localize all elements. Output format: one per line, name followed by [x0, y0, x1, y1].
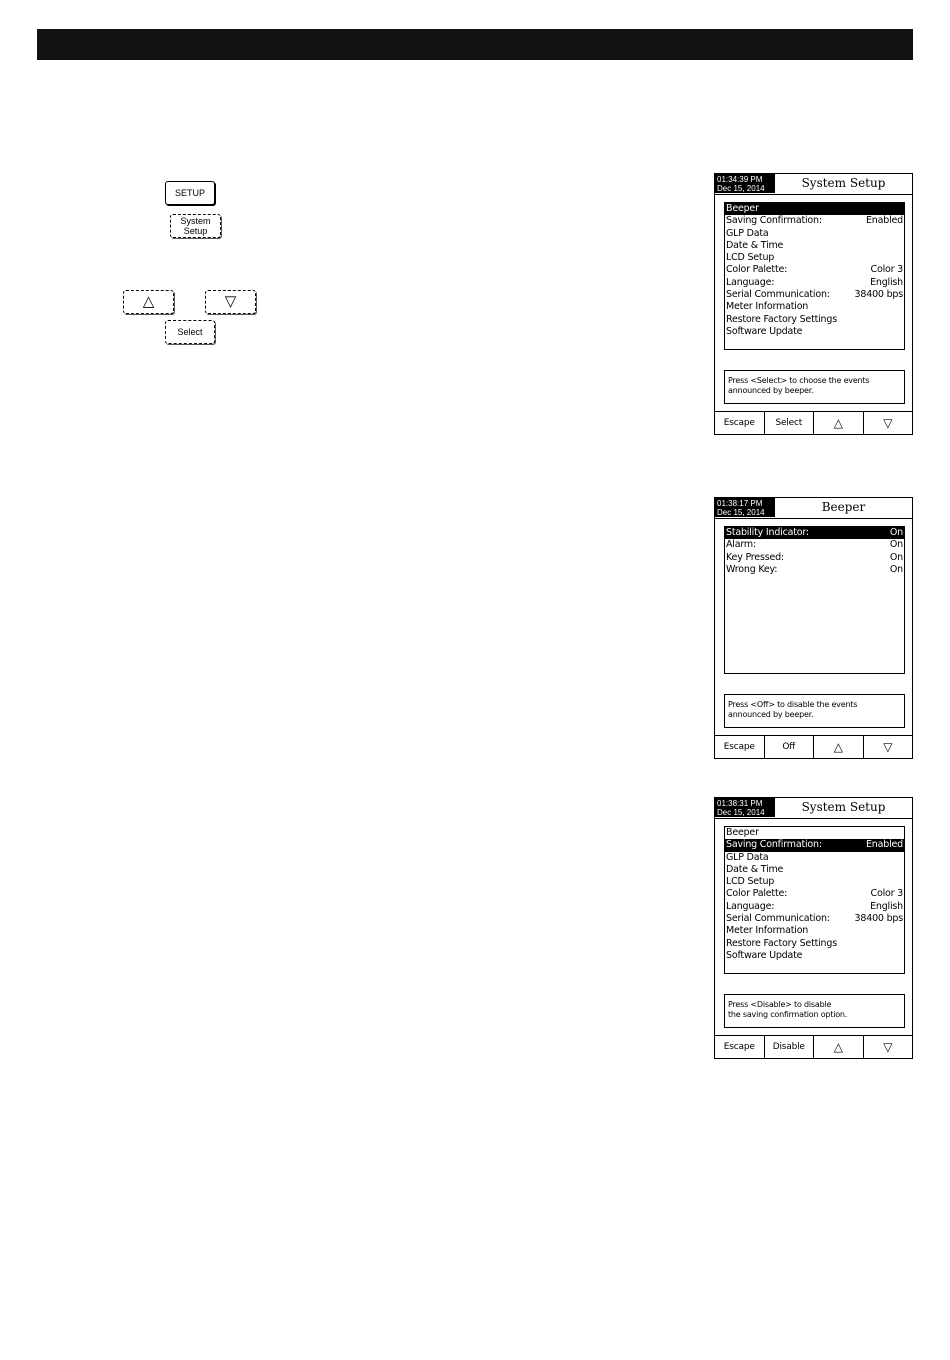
- select-key[interactable]: Select: [165, 320, 215, 344]
- escape-softkey[interactable]: Escape: [723, 1042, 755, 1052]
- clock-time: 01:38:31 PM: [717, 799, 763, 808]
- escape-softkey[interactable]: Escape: [723, 418, 755, 428]
- menu-item-language[interactable]: [725, 901, 904, 913]
- system-setup-screen-saving: [714, 797, 913, 1059]
- menu-item-date-time[interactable]: [725, 240, 904, 252]
- menu-item-label: Beeper: [726, 827, 759, 838]
- header-bar: [37, 29, 913, 60]
- clock: [715, 798, 775, 817]
- softkey-bar: [715, 1035, 912, 1058]
- menu-item-value: Color 3: [870, 264, 903, 276]
- system-setup-key[interactable]: [170, 214, 221, 238]
- menu-item-saving-confirmation[interactable]: [725, 839, 904, 851]
- help-line: Press <Disable> to disable: [728, 1000, 832, 1009]
- screen-header: [715, 174, 912, 195]
- menu-item-beeper[interactable]: [725, 827, 904, 839]
- menu-item-label: LCD Setup: [726, 876, 775, 888]
- menu-item-label: GLP Data: [726, 851, 769, 863]
- menu-item-software-update[interactable]: [725, 950, 904, 962]
- system-setup-key-line2: Setup: [183, 226, 208, 236]
- system-setup-key-line1: System: [180, 216, 211, 226]
- menu-item-value: Color 3: [870, 888, 903, 900]
- clock-time: 01:34:39 PM: [717, 175, 763, 184]
- menu-item-key-pressed[interactable]: [725, 552, 904, 564]
- down-arrow-key[interactable]: ▽: [205, 290, 256, 314]
- menu-item-label: Language:: [726, 276, 775, 288]
- menu-item-label: Wrong Key:: [726, 563, 778, 575]
- help-box: [724, 694, 905, 728]
- off-softkey[interactable]: Off: [764, 736, 814, 758]
- softkey-bar: [715, 411, 912, 434]
- clock-date: Dec 15, 2014: [717, 808, 765, 817]
- screen-header: [715, 798, 912, 819]
- menu-item-label: Alarm:: [726, 539, 756, 551]
- menu-item-value: On: [889, 551, 903, 563]
- menu-item-color-palette[interactable]: [725, 264, 904, 276]
- menu-item-restore-factory-settings[interactable]: [725, 938, 904, 950]
- beeper-screen: [714, 497, 913, 759]
- clock-date: Dec 15, 2014: [717, 508, 765, 517]
- help-line: announced by beeper.: [728, 710, 814, 719]
- menu-item-label: Date & Time: [726, 239, 784, 251]
- down-softkey[interactable]: ▽: [863, 412, 913, 434]
- menu-item-label: Color Palette:: [726, 264, 788, 276]
- up-arrow-key[interactable]: △: [123, 290, 174, 314]
- screen-title: System Setup: [801, 800, 886, 814]
- menu-item-value: On: [889, 563, 903, 575]
- help-line: the saving confirmation option.: [728, 1010, 848, 1019]
- menu-item-language[interactable]: [725, 277, 904, 289]
- help-line: Press <Select> to choose the events: [728, 376, 870, 385]
- menu-item-label: Color Palette:: [726, 888, 788, 900]
- menu-item-wrong-key[interactable]: [725, 564, 904, 576]
- menu-item-value: English: [870, 900, 903, 912]
- clock-time: 01:38:17 PM: [717, 499, 763, 508]
- menu-item-label: Saving Confirmation:: [726, 215, 822, 227]
- clock-date: Dec 15, 2014: [717, 184, 765, 193]
- escape-softkey[interactable]: Escape: [723, 742, 755, 752]
- menu-list: [724, 202, 905, 350]
- help-box: [724, 994, 905, 1028]
- menu-item-label: LCD Setup: [726, 252, 775, 264]
- menu-item-label: Beeper: [726, 203, 759, 214]
- menu-item-label: Serial Communication:: [726, 289, 830, 301]
- disable-softkey[interactable]: Disable: [764, 1036, 814, 1058]
- down-softkey[interactable]: ▽: [863, 736, 913, 758]
- select-softkey[interactable]: Select: [764, 412, 814, 434]
- clock: [715, 174, 775, 193]
- menu-list: [724, 826, 905, 974]
- menu-item-serial-communication[interactable]: [725, 289, 904, 301]
- up-softkey[interactable]: △: [813, 412, 863, 434]
- menu-item-serial-communication[interactable]: [725, 913, 904, 925]
- down-softkey[interactable]: ▽: [863, 1036, 913, 1058]
- help-line: announced by beeper.: [728, 386, 814, 395]
- menu-item-alarm[interactable]: [725, 539, 904, 551]
- system-setup-screen: [714, 173, 913, 435]
- screen-header: [715, 498, 912, 519]
- menu-item-value: English: [870, 276, 903, 288]
- menu-item-beeper[interactable]: [725, 203, 904, 215]
- up-softkey[interactable]: △: [813, 1036, 863, 1058]
- screen-title: Beeper: [821, 500, 866, 514]
- menu-item-value: On: [889, 527, 903, 538]
- menu-item-label: Software Update: [726, 325, 803, 337]
- menu-item-label: GLP Data: [726, 227, 769, 239]
- menu-item-stability-indicator[interactable]: [725, 527, 904, 539]
- menu-item-date-time[interactable]: [725, 864, 904, 876]
- menu-item-meter-information[interactable]: [725, 925, 904, 937]
- menu-item-value: Enabled: [866, 839, 903, 851]
- menu-item-label: Software Update: [726, 949, 803, 961]
- menu-item-value: 38400 bps: [854, 913, 903, 925]
- setup-key[interactable]: SETUP: [165, 181, 215, 205]
- help-box: [724, 370, 905, 404]
- menu-item-label: Saving Confirmation:: [726, 839, 822, 851]
- menu-item-value: 38400 bps: [854, 289, 903, 301]
- menu-item-lcd-setup[interactable]: [725, 252, 904, 264]
- menu-item-color-palette[interactable]: [725, 888, 904, 900]
- menu-item-lcd-setup[interactable]: [725, 876, 904, 888]
- menu-item-label: Language:: [726, 900, 775, 912]
- menu-item-label: Restore Factory Settings: [726, 313, 837, 325]
- menu-item-label: Serial Communication:: [726, 913, 830, 925]
- menu-item-value: On: [889, 539, 903, 551]
- menu-item-label: Date & Time: [726, 863, 784, 875]
- menu-item-software-update[interactable]: [725, 326, 904, 338]
- menu-list: [724, 526, 905, 674]
- menu-item-label: Restore Factory Settings: [726, 937, 837, 949]
- menu-item-label: Key Pressed:: [726, 551, 784, 563]
- screen-title: System Setup: [801, 176, 886, 190]
- up-softkey[interactable]: △: [813, 736, 863, 758]
- menu-item-value: Enabled: [866, 215, 903, 227]
- menu-item-label: Meter Information: [726, 925, 809, 937]
- menu-item-restore-factory-settings[interactable]: [725, 314, 904, 326]
- menu-item-label: Stability Indicator:: [726, 527, 809, 538]
- help-line: Press <Off> to disable the events: [728, 700, 858, 709]
- menu-item-glp-data[interactable]: [725, 228, 904, 240]
- clock: [715, 498, 775, 517]
- menu-item-saving-confirmation[interactable]: [725, 215, 904, 227]
- menu-item-meter-information[interactable]: [725, 301, 904, 313]
- menu-item-label: Meter Information: [726, 301, 809, 313]
- softkey-bar: [715, 735, 912, 758]
- menu-item-glp-data[interactable]: [725, 852, 904, 864]
